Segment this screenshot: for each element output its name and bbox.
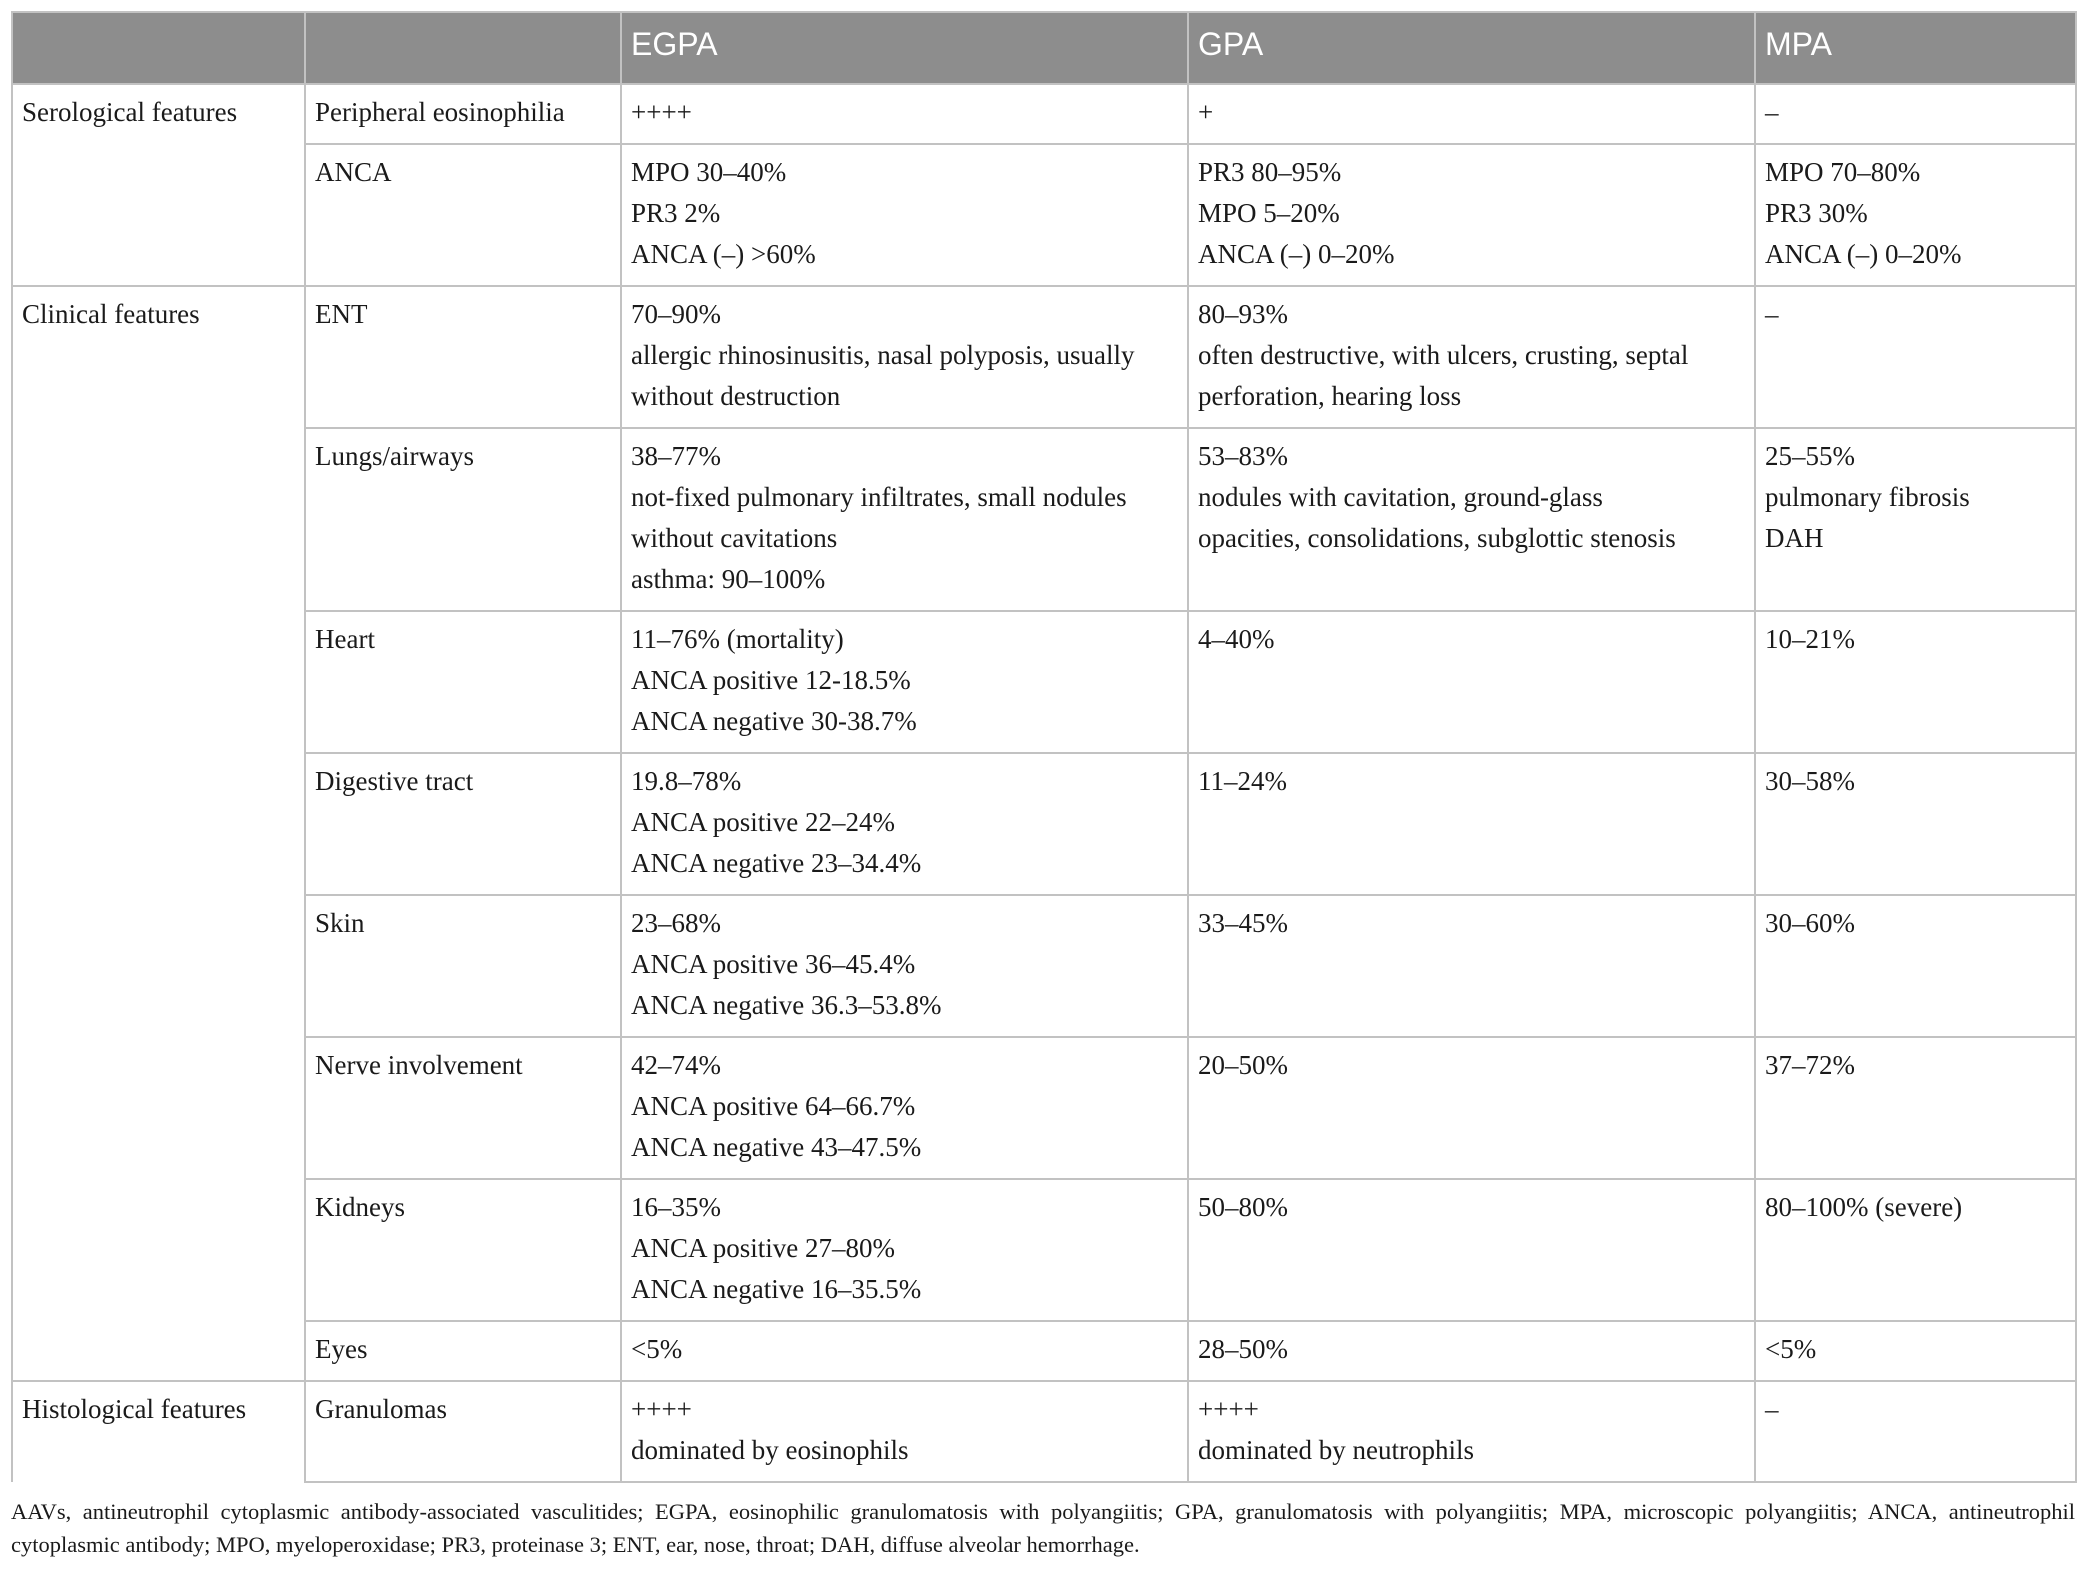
table-row	[12, 1321, 2076, 1381]
mpa-line: –	[1765, 97, 1779, 127]
gpa-cell	[1188, 895, 1755, 1037]
egpa-cell	[621, 753, 1188, 895]
group-label-empty	[12, 428, 305, 611]
gpa-cell	[1188, 1037, 1755, 1179]
egpa-cell	[621, 144, 1188, 286]
mpa-cell	[1755, 1381, 2076, 1482]
mpa-cell	[1755, 286, 2076, 428]
egpa-line: not-fixed pulmonary infiltrates, small nodules	[631, 482, 1127, 512]
gpa-line: perforation, hearing loss	[1198, 381, 1462, 411]
egpa-line: PR3 2%	[631, 198, 721, 228]
group-label: Clinical features	[12, 286, 305, 428]
gpa-line: 50–80%	[1198, 1192, 1288, 1222]
feature-cell: Digestive tract	[305, 753, 621, 895]
gpa-cell	[1188, 428, 1755, 611]
gpa-line: 33–45%	[1198, 908, 1288, 938]
egpa-line: 19.8–78%	[631, 766, 742, 796]
gpa-line: opacities, consolidations, subglottic stenosis	[1198, 523, 1676, 553]
gpa-line: often destructive, with ulcers, crusting, septal	[1198, 340, 1689, 370]
mpa-cell	[1755, 1037, 2076, 1179]
group-label-empty	[12, 1179, 305, 1321]
gpa-line: ++++	[1198, 1394, 1259, 1424]
gpa-line: 20–50%	[1198, 1050, 1288, 1080]
egpa-line: ANCA positive 64–66.7%	[631, 1091, 916, 1121]
mpa-line: 10–21%	[1765, 624, 1855, 654]
gpa-cell	[1188, 286, 1755, 428]
egpa-line: ANCA positive 27–80%	[631, 1233, 896, 1263]
table-row	[12, 753, 2076, 895]
egpa-cell	[621, 1179, 1188, 1321]
mpa-cell	[1755, 1321, 2076, 1381]
egpa-line: 38–77%	[631, 441, 721, 471]
feature-cell: Peripheral eosinophilia	[305, 84, 621, 144]
mpa-line: MPO 70–80%	[1765, 157, 1921, 187]
gpa-cell	[1188, 1179, 1755, 1321]
egpa-line: 70–90%	[631, 299, 721, 329]
mpa-line: ANCA (–) 0–20%	[1765, 239, 1962, 269]
egpa-line: ANCA negative 43–47.5%	[631, 1132, 922, 1162]
egpa-cell	[621, 1381, 1188, 1482]
mpa-cell	[1755, 753, 2076, 895]
egpa-line: ANCA negative 36.3–53.8%	[631, 990, 942, 1020]
group-label: Serological features	[12, 84, 305, 144]
table-row	[12, 286, 2076, 428]
gpa-line: PR3 80–95%	[1198, 157, 1342, 187]
comparison-table	[11, 11, 2077, 1483]
table-row	[12, 84, 2076, 144]
egpa-cell	[621, 286, 1188, 428]
table-footnote: AAVs, antineutrophil cytoplasmic antibody-associated vasculitides; EGPA, eosinophilic granulomatosis with polyangiitis; GPA, granulomatosis with polyangiitis; MPA, microscopic polyangiitis; ANCA, antineutrophil cytoplasmic antibody; MPO, myeloperoxidase; PR3, proteinase 3; ENT, ear, nose, throat; DAH, diffuse alveolar hemorrhage.	[11, 1499, 2075, 1557]
gpa-cell	[1188, 1381, 1755, 1482]
table-row	[12, 1179, 2076, 1321]
mpa-cell	[1755, 611, 2076, 753]
egpa-cell	[621, 84, 1188, 144]
egpa-cell	[621, 1321, 1188, 1381]
mpa-line: 30–60%	[1765, 908, 1855, 938]
egpa-line: without destruction	[631, 381, 841, 411]
feature-cell: ANCA	[305, 144, 621, 286]
feature-cell: Eyes	[305, 1321, 621, 1381]
egpa-line: MPO 30–40%	[631, 157, 787, 187]
egpa-line: ANCA positive 36–45.4%	[631, 949, 916, 979]
group-label-empty	[12, 611, 305, 753]
egpa-line: ANCA (–) >60%	[631, 239, 816, 269]
egpa-line: 11–76% (mortality)	[631, 624, 844, 654]
header-egpa: EGPA	[621, 12, 1188, 84]
table-row	[12, 1381, 2076, 1482]
table-row	[12, 611, 2076, 753]
mpa-cell	[1755, 1179, 2076, 1321]
gpa-line: 53–83%	[1198, 441, 1288, 471]
mpa-line: –	[1765, 1394, 1779, 1424]
group-label-empty	[12, 1037, 305, 1179]
egpa-line: allergic rhinosinusitis, nasal polyposis, usually	[631, 340, 1135, 370]
gpa-line: 80–93%	[1198, 299, 1288, 329]
feature-cell: Heart	[305, 611, 621, 753]
table-body	[12, 84, 2076, 1482]
table-row	[12, 144, 2076, 286]
gpa-line: nodules with cavitation, ground-glass	[1198, 482, 1603, 512]
mpa-cell	[1755, 895, 2076, 1037]
gpa-line: 4–40%	[1198, 624, 1275, 654]
table-row	[12, 895, 2076, 1037]
table-container	[11, 11, 2075, 1561]
mpa-line: pulmonary fibrosis	[1765, 482, 1970, 512]
egpa-cell	[621, 428, 1188, 611]
gpa-cell	[1188, 611, 1755, 753]
mpa-cell	[1755, 428, 2076, 611]
egpa-line: ++++	[631, 97, 692, 127]
group-label-empty	[12, 895, 305, 1037]
egpa-line: 42–74%	[631, 1050, 721, 1080]
mpa-line: 80–100% (severe)	[1765, 1192, 1963, 1222]
header-gpa: GPA	[1188, 12, 1755, 84]
egpa-line: without cavitations	[631, 523, 838, 553]
mpa-cell	[1755, 84, 2076, 144]
egpa-cell	[621, 611, 1188, 753]
egpa-line: ANCA negative 16–35.5%	[631, 1274, 922, 1304]
gpa-line: +	[1198, 97, 1214, 127]
feature-cell: Granulomas	[305, 1381, 621, 1482]
mpa-cell	[1755, 144, 2076, 286]
gpa-line: dominated by neutrophils	[1198, 1435, 1474, 1465]
mpa-line: 30–58%	[1765, 766, 1855, 796]
gpa-line: 11–24%	[1198, 766, 1287, 796]
mpa-line: PR3 30%	[1765, 198, 1868, 228]
egpa-cell	[621, 895, 1188, 1037]
gpa-line: ANCA (–) 0–20%	[1198, 239, 1395, 269]
egpa-line: ANCA positive 22–24%	[631, 807, 896, 837]
gpa-line: MPO 5–20%	[1198, 198, 1340, 228]
gpa-cell	[1188, 753, 1755, 895]
table-row	[12, 1037, 2076, 1179]
table-row	[12, 428, 2076, 611]
egpa-line: asthma: 90–100%	[631, 564, 826, 594]
feature-cell: ENT	[305, 286, 621, 428]
group-label-empty	[12, 144, 305, 286]
mpa-line: <5%	[1765, 1334, 1817, 1364]
egpa-line: ++++	[631, 1394, 692, 1424]
feature-cell: Lungs/airways	[305, 428, 621, 611]
egpa-line: <5%	[631, 1334, 683, 1364]
group-label-empty	[12, 1321, 305, 1381]
egpa-cell	[621, 1037, 1188, 1179]
header-mpa: MPA	[1755, 12, 2076, 84]
mpa-line: –	[1765, 299, 1779, 329]
egpa-line: ANCA positive 12-18.5%	[631, 665, 911, 695]
feature-cell: Nerve involvement	[305, 1037, 621, 1179]
egpa-line: 23–68%	[631, 908, 721, 938]
mpa-line: 25–55%	[1765, 441, 1855, 471]
gpa-cell	[1188, 144, 1755, 286]
mpa-line: 37–72%	[1765, 1050, 1855, 1080]
egpa-line: ANCA negative 30-38.7%	[631, 706, 917, 736]
egpa-line: ANCA negative 23–34.4%	[631, 848, 922, 878]
egpa-line: dominated by eosinophils	[631, 1435, 909, 1465]
mpa-line: DAH	[1765, 523, 1824, 553]
group-label-empty	[12, 753, 305, 895]
feature-cell: Skin	[305, 895, 621, 1037]
gpa-cell	[1188, 84, 1755, 144]
egpa-line: 16–35%	[631, 1192, 721, 1222]
feature-cell: Kidneys	[305, 1179, 621, 1321]
gpa-line: 28–50%	[1198, 1334, 1288, 1364]
group-label: Histological features	[12, 1381, 305, 1482]
gpa-cell	[1188, 1321, 1755, 1381]
header-row	[12, 12, 2076, 84]
header-group	[12, 12, 305, 84]
header-feature	[305, 12, 621, 84]
